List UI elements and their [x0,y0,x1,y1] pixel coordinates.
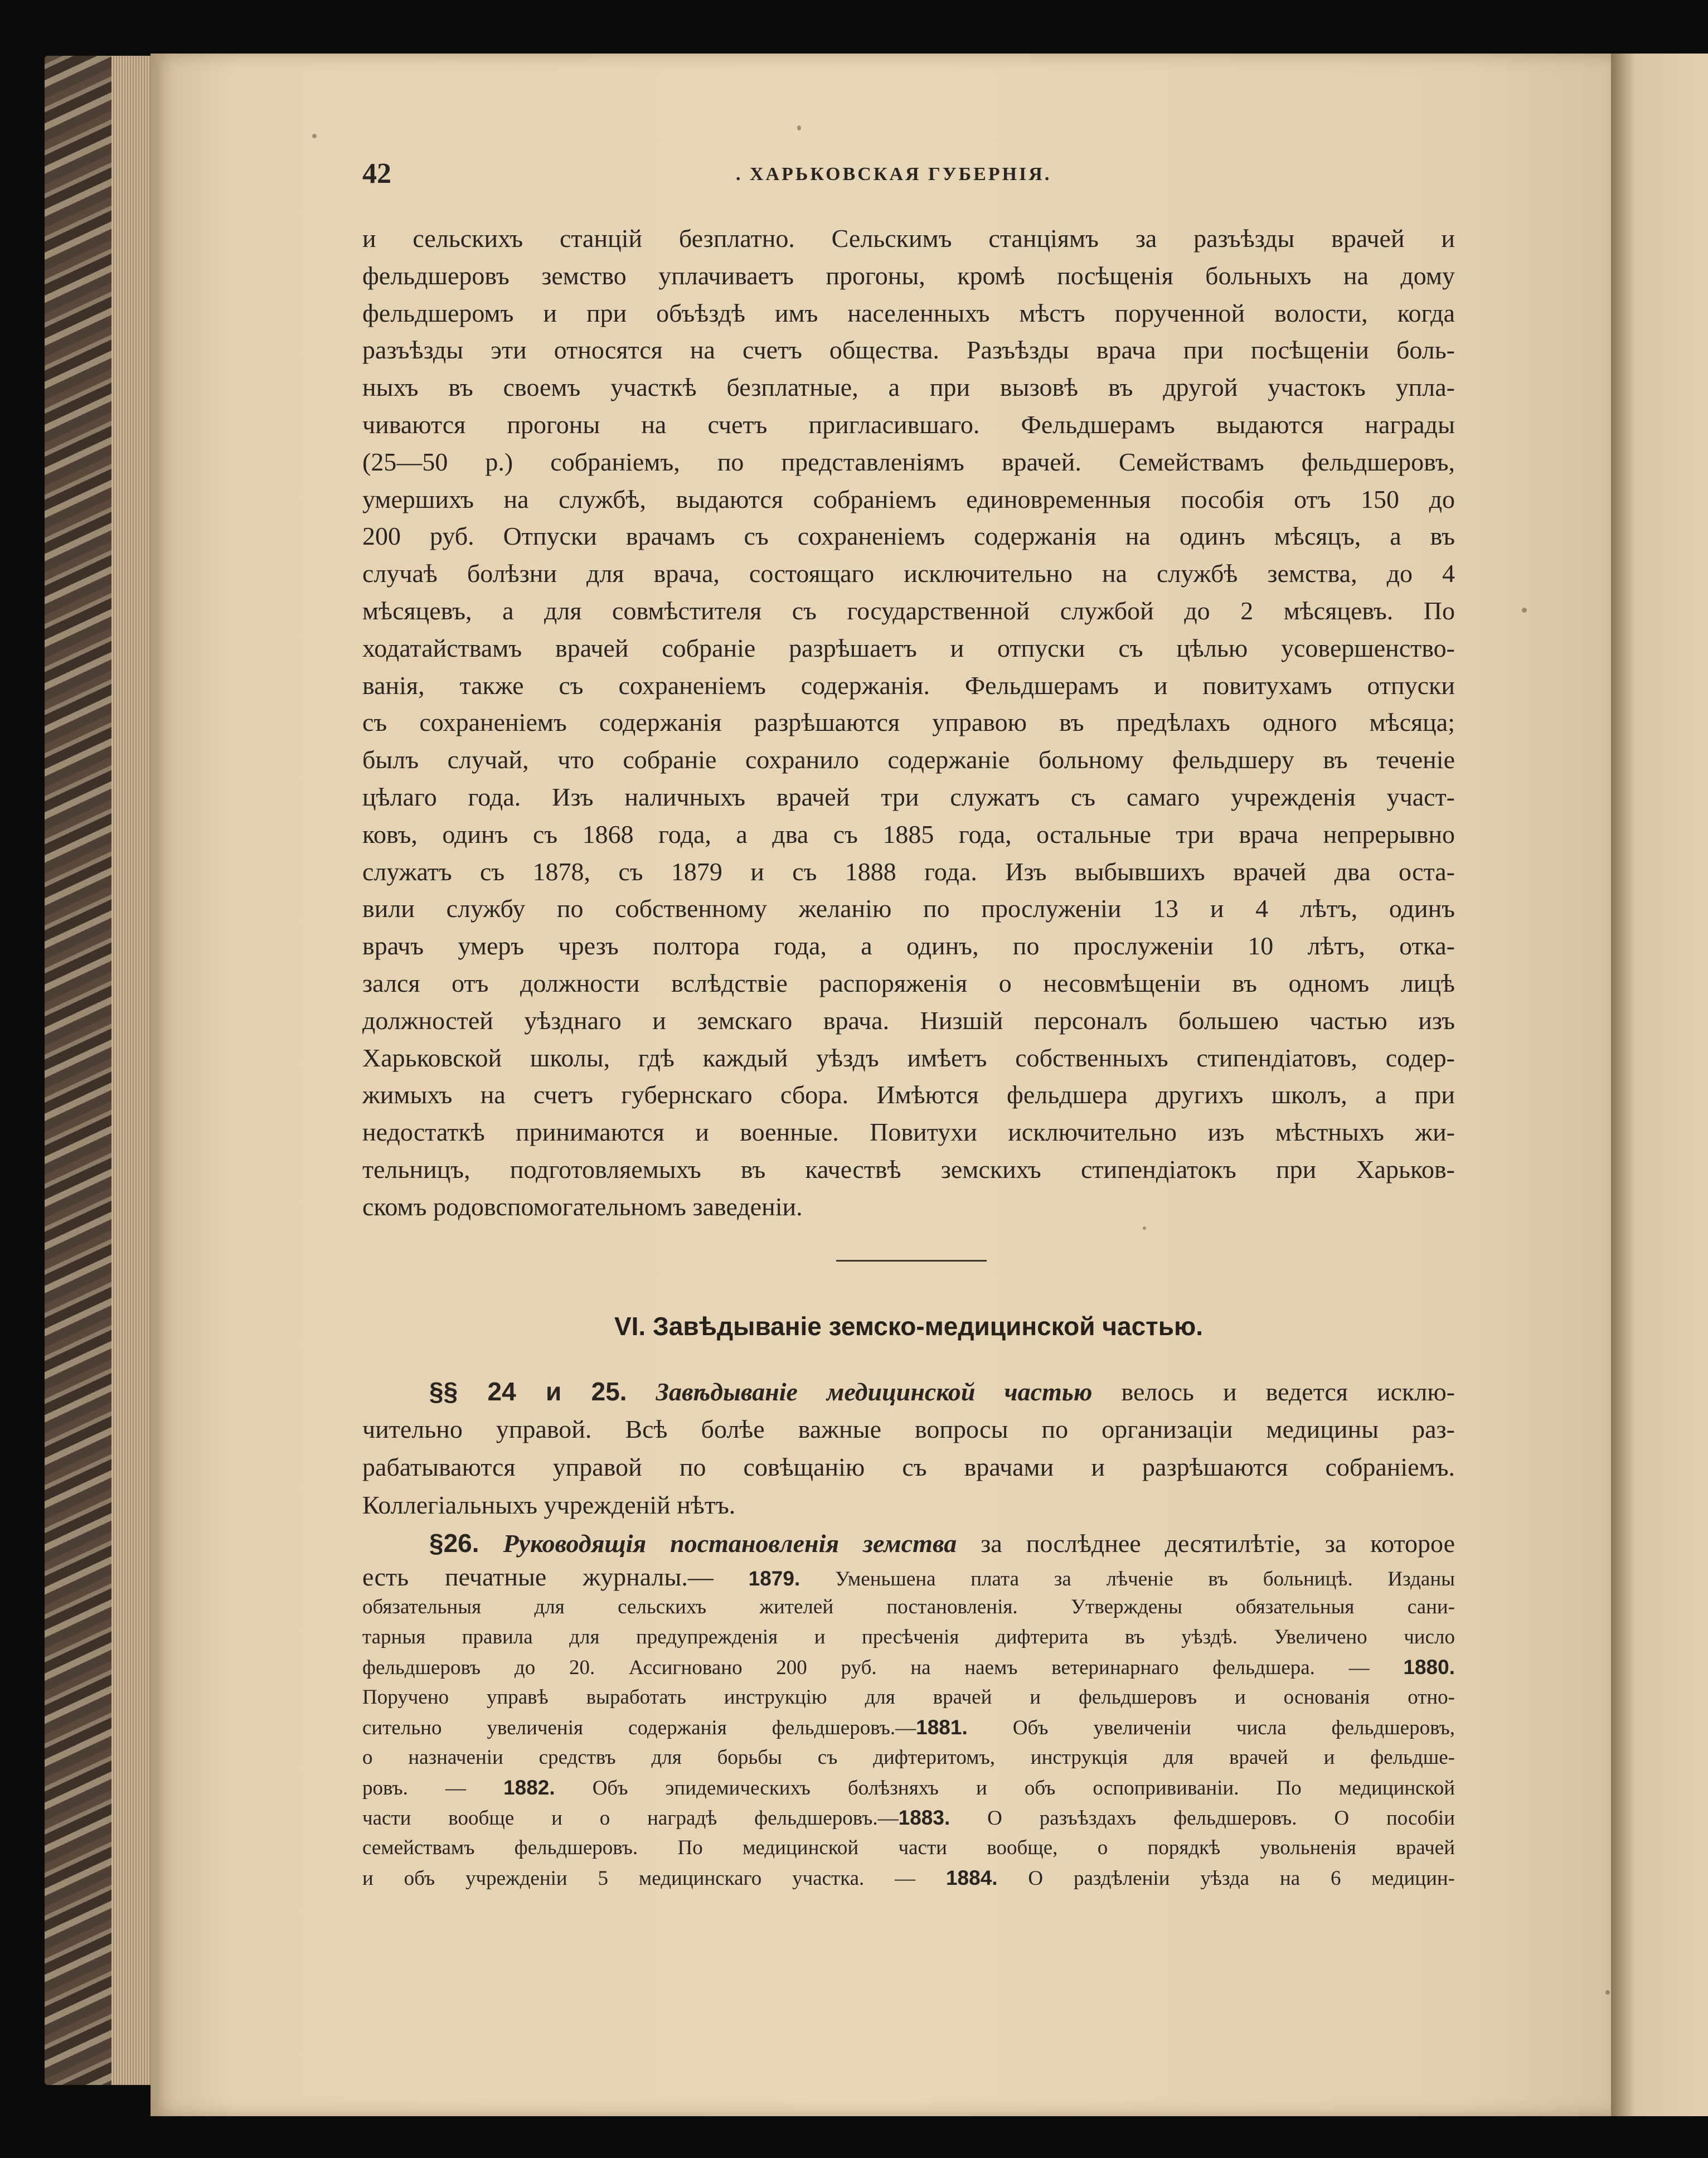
small-print-paragraph [362,1562,1455,1893]
body-line: разъѣзды эти относятся на счетъ общества. Разъѣзды врача при посѣщеніи боль- [362,336,1455,365]
page-header [362,157,1444,196]
small-print-line: обязательныя для сельскихъ жителей постановленія. Утверждены обязательныя сани- [362,1596,1455,1618]
foxing-speck [1143,1226,1146,1230]
body-line: ходатайствамъ врачей собраніе разрѣшаетъ и отпуски съ цѣлью усовершенство- [362,633,1455,662]
body-line: должностей уѣзднаго и земскаго врача. Низшій персоналъ большею частью изъ [362,1006,1455,1035]
year-label: 1883. [898,1806,950,1829]
foxing-speck [1522,608,1527,613]
paragraph-26-line [362,1524,1455,1562]
section-heading-italic: Завѣдываніе медицинской частью [656,1378,1093,1406]
body-line: зался отъ должности вслѣдствіе распоряженія о несовмѣщеніи въ одномъ лицѣ [362,968,1455,997]
body-line: былъ случай, что собраніе сохранило содержаніе больному фельдшеру въ теченіе [362,745,1455,774]
year-label: 1881. [916,1716,968,1739]
body-paragraph [362,220,1455,1226]
foxing-speck [797,125,801,130]
small-print-line [362,1562,1455,1592]
body-line: ванія, также съ сохраненіемъ содержанія. Фельдшерамъ и повитухамъ отпуски [362,671,1455,700]
section-paragraphs [362,1373,1455,1562]
paragraph-text: О раздѣленіи уѣзда на 6 медицин- [1028,1867,1455,1890]
year-label: 1879. [748,1567,800,1590]
body-line: жимыхъ на счетъ губернскаго сбора. Имѣются фельдшера другихъ школъ, а при [362,1080,1455,1109]
small-print-line: Поручено управѣ выработать инструкцію для врачей и фельдшеровъ и основанія отно- [362,1686,1455,1709]
body-line: чиваются прогоны на счетъ пригласившаго. Фельдшерамъ выдаются награды [362,410,1455,439]
small-print-line: семействамъ фельдшеровъ. По медицинской части вообще, о порядкѣ увольненія врачей [362,1836,1455,1859]
paragraph-text: фельдшеровъ до 20. Ассигновано 200 руб. на наемъ ветеринарнаго фельдшера. — [362,1656,1370,1679]
body-line: и сельскихъ станцій безплатно. Сельскимъ станціямъ за разъѣзды врачей и [362,224,1455,253]
paragraph-24-25-line: рабатываются управой по совѣщанію съ врачами и разрѣшаются собраніемъ. [362,1453,1455,1481]
section-title: VI. Завѣдываніе земско-медицинской частью. [614,1312,1204,1341]
next-page-edge [1611,54,1708,2116]
paragraph-text: Уменьшена плата за лѣченіе въ больницѣ. Изданы [834,1568,1455,1590]
small-print-line [362,1652,1455,1682]
body-line: съ сохраненіемъ содержанія разрѣшаются управою въ предѣлахъ одного мѣсяца; [362,708,1455,737]
body-line: тельницъ, подготовляемыхъ въ качествѣ земскихъ стипендіатокъ при Харьков- [362,1155,1455,1184]
body-line: случаѣ болѣзни для врача, состоящаго исключительно на службѣ земства, до 4 [362,559,1455,588]
small-print-line [362,1803,1455,1833]
foxing-speck [1605,1990,1610,1995]
running-head: . ХАРЬКОВСКАЯ ГУБЕРНІЯ. [736,164,1052,185]
paragraph-text: части вообще и о наградѣ фельдшеровъ.— [362,1807,899,1830]
body-line: (25—50 р.) собраніемъ, по представленіямъ врачей. Семействамъ фельдшеровъ, [362,447,1455,476]
body-line: умершихъ на службѣ, выдаются собраніемъ единовременныя пособія отъ 150 до [362,484,1455,513]
paragraph-text: за послѣднее десятилѣтіе, за которое [981,1529,1455,1558]
body-line: врачъ умеръ чрезъ полтора года, а одинъ, по прослуженіи 10 лѣтъ, отка- [362,932,1455,961]
body-line: мѣсяцевъ, а для совмѣстителя съ государственной службой до 2 мѣсяцевъ. По [362,596,1455,625]
paragraph-text: ровъ. — [362,1777,466,1800]
body-line: ковъ, одинъ съ 1868 года, а два съ 1885 года, остальные три врача непрерывно [362,819,1455,848]
paragraph-text: Объ эпидемическихъ болѣзняхъ и объ оспопрививаніи. По медицинской [592,1777,1455,1800]
body-line: цѣлаго года. Изъ наличныхъ врачей три служатъ съ самаго учрежденія участ- [362,782,1455,811]
paragraph-text: велось и ведется исклю- [1121,1378,1455,1406]
body-line: фельдшеровъ земство уплачиваетъ прогоны, кромѣ посѣщенія больныхъ на дому [362,261,1455,290]
section-number: §§ 24 и 25. [429,1377,627,1406]
paragraph-24-25-line: чительно управой. Всѣ болѣе важные вопросы по организаціи медицины раз- [362,1415,1455,1443]
body-line: скомъ родовспомогательномъ заведеніи. [362,1192,803,1221]
body-line: 200 руб. Отпуски врачамъ съ сохраненіемъ содержанія на одинъ мѣсяцъ, а въ [362,522,1455,551]
paragraph-text: есть печатные журналы.— [362,1563,714,1591]
small-print-line [362,1863,1455,1893]
paragraph-text: сительно увеличенія содержанія фельдшеровъ.— [362,1716,916,1739]
section-divider [836,1260,987,1262]
body-line: Харьковской школы, гдѣ каждый уѣздъ имѣетъ собственныхъ стипендіатовъ, содер- [362,1043,1455,1072]
paragraph-24-25-line [362,1373,1455,1410]
body-line: ныхъ въ своемъ участкѣ безплатные, а при вызовѣ въ другой участокъ упла- [362,373,1455,402]
body-line: фельдшеромъ и при объѣздѣ имъ населенныхъ мѣстъ порученной волости, когда [362,298,1455,327]
small-print-line: тарныя правила для предупрежденія и пресѣченія дифтерита въ уѣздѣ. Увеличено число [362,1626,1455,1648]
paragraph-text: Объ увеличеніи числа фельдшеровъ, [1012,1716,1455,1739]
body-line: недостаткѣ принимаются и военные. Повитухи исключительно изъ мѣстныхъ жи- [362,1118,1455,1147]
paragraph-text: О разъѣздахъ фельдшеровъ. О пособіи [987,1807,1455,1830]
body-line: вили службу по собственному желанію по прослуженіи 13 и 4 лѣтъ, одинъ [362,894,1455,923]
year-label: 1882. [503,1776,555,1799]
paragraph-24-25-line: Коллегіальныхъ учрежденій нѣтъ. [362,1491,736,1519]
foxing-speck [312,134,317,138]
page-number: 42 [362,158,391,190]
year-label: 1880. [1403,1656,1455,1679]
small-print-line: о назначеніи средствъ для борьбы съ дифтеритомъ, инструкція для врачей и фельдше- [362,1746,1455,1769]
small-print-line [362,1713,1455,1743]
year-label: 1884. [945,1866,998,1889]
section-number: §26. [429,1529,479,1558]
body-line: служатъ съ 1878, съ 1879 и съ 1888 года. Изъ выбывшихъ врачей два оста- [362,857,1455,886]
section-heading-italic: Руководящія постановленія земства [503,1529,957,1558]
small-print-line [362,1773,1455,1803]
paragraph-text: и объ учрежденіи 5 медицинскаго участка. — [362,1867,916,1890]
